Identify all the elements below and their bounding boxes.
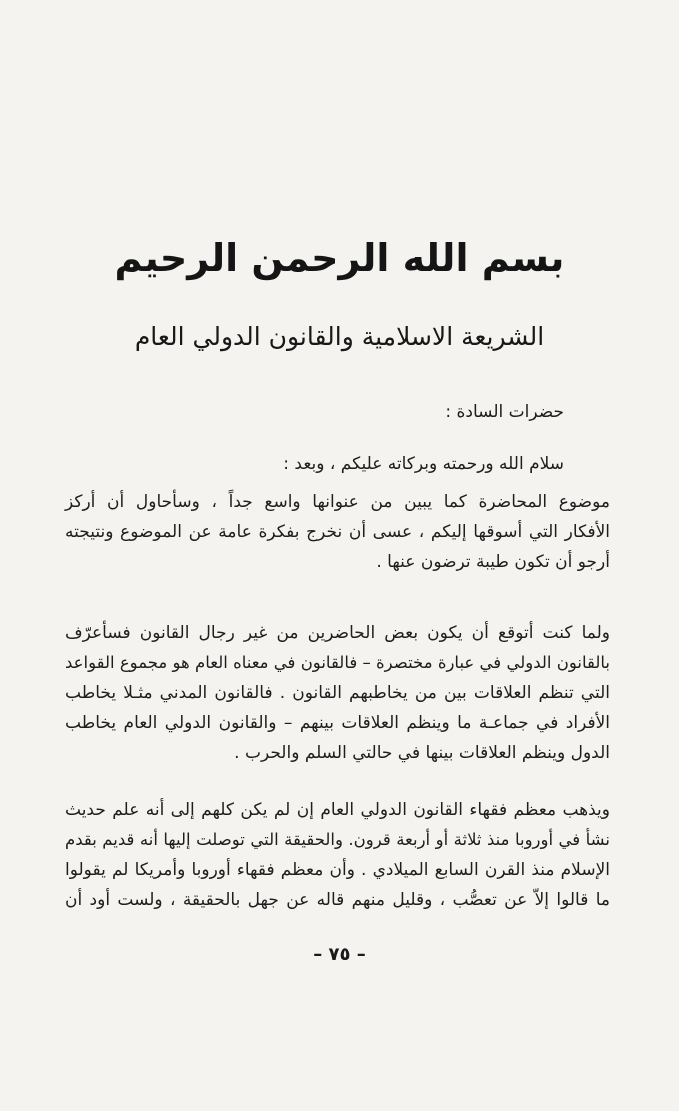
paragraph-2-line: ولما كنت أتوقع أن يكون بعض الحاضرين من غير رجال القانون فسأعرّف	[65, 623, 610, 643]
paragraph-3-line: ما قالوا إلاّ عن تعصُّب ، وقليل منهم قاله عن جهل بالحقيقة ، ولست أود أن	[65, 890, 610, 910]
paragraph-3	[65, 795, 610, 915]
page-number: – ٧٥ –	[313, 944, 366, 965]
paragraph-3-line: ويذهب معظم فقهاء القانون الدولي العام إن لم يكن كلهم إلى أنه علم حديث	[65, 800, 610, 820]
paragraph-1-line: الأفكار التي أسوقها إليكم ، عسى أن نخرج بفكرة عامة عن الموضوع ونتيجته	[65, 522, 610, 542]
basmala-calligraphy: بسم الله الرحمن الرحيم	[114, 236, 565, 280]
paragraph-1-line: أرجو أن تكون طيبة ترضون عنها .	[376, 552, 610, 572]
paragraph-2	[65, 618, 610, 768]
salutation: حضرات السادة :	[445, 402, 564, 422]
paragraph-1	[65, 487, 610, 577]
paragraph-3-line: الإسلام منذ القرن السابع الميلادي . وأن معظم فقهاء أوروبا وأمريكا لم يقولوا	[65, 860, 610, 880]
paragraph-2-line: الدول وينظم العلاقات بينها في حالتي السلم والحرب .	[234, 743, 610, 763]
paragraph-2-line: بالقانون الدولي في عبارة مختصرة – فالقانون في معناه العام هو مجموع القواعد	[65, 653, 610, 672]
paragraph-1-line: موضوع المحاضرة كما يبين من عنوانها واسع جداً ، وسأحاول أن أركز	[65, 492, 610, 512]
paragraph-2-line: الأفراد في جماعـة ما وينظم العلاقات بينهم – والقانون الدولي العام يخاطب	[65, 713, 610, 733]
paragraph-3-line: نشأ في أوروبا منذ ثلاثة أو أربعة قرون. والحقيقة التي توصلت إليها أنه قديم بقدم	[65, 830, 610, 849]
paragraph-2-line: التي تنظم العلاقات بين من يخاطبهم القانون . فالقانون المدني مثـلا يخاطب	[65, 683, 610, 703]
page-title: الشريعة الاسلامية والقانون الدولي العام	[134, 322, 545, 351]
greeting: سلام الله ورحمته وبركاته عليكم ، وبعد :	[283, 454, 564, 474]
